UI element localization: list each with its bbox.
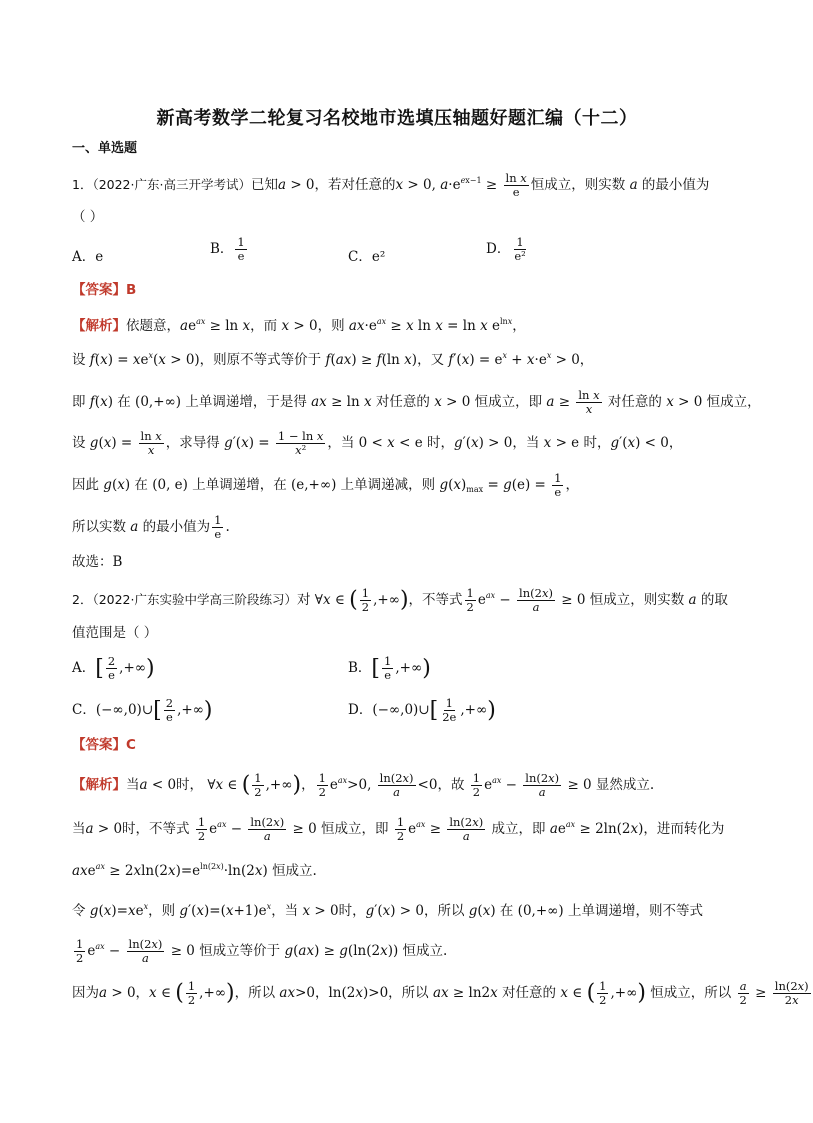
q2-option-a: A．[ $\frac{2}{e}$ ,+∞) bbox=[72, 654, 155, 682]
question-2-stem: 2．（2022·广东实验中学高三阶段练习）对 ∀x ∈ ( $\frac{1}{2}$ ,+∞)，不等式 $\frac{1}{2}$ $e^{ax}$ − $\frac{\ln(2x)}{a}$ ≥ 0 恒成立，则实数 a 的取 bbox=[72, 586, 728, 614]
q1-stem-mid: ，若对任意的 bbox=[314, 177, 396, 193]
q2-analysis-3: $axe^{ax} \ge 2xln(2x)=e^{ln(2x)}\cdot\ln(2x)$ 恒成立. bbox=[72, 862, 317, 879]
q2-option-d: D．(−∞,0)∪[ $\frac{1}{2e}$ ,+∞) bbox=[348, 696, 496, 724]
q1-choice: 故选：B bbox=[72, 554, 123, 570]
q1-source: 1．（2022·广东·高三开学考试） bbox=[72, 177, 251, 192]
q2-option-b: B．[ $\frac{1}{e}$ ,+∞) bbox=[348, 654, 431, 682]
q2-analysis-1: 【解析】当a < 0时， ∀x ∈ ( $\frac{1}{2}$ ,+∞)， $\frac{1}{2}$ $e^{ax}>0$, $\frac{\ln(2x)}{a}$ <0，故 $\frac{1}{2}$ $e^{ax}$ − $\frac{\ln(2x)}{a}$ ≥ 0 显然成立. bbox=[72, 771, 655, 799]
q1-stem-after: 恒成立，则实数 bbox=[530, 177, 626, 193]
section-heading: 一、单选题 bbox=[72, 141, 138, 156]
q1-analysis-5: 因此 g(x) 在 (0, e) 上单调递增，在 (e,+∞) 上单调递减，则 $g(x)_{max} = g(e)$ = $\frac{1}{e}$ ， bbox=[72, 471, 579, 499]
question-1-stem: 1．（2022·广东·高三开学考试）已知a > 0，若对任意的x > 0, $a\cdot e^{ex-1}$ ≥ $\frac{\text{ln x}}{e}$ 恒成立，则实数 a 的最小值为 bbox=[72, 171, 710, 199]
q2-analysis-5: $\frac{1}{2}$ $e^{ax}$ − $\frac{\ln(2x)}{a}$ ≥ 0 恒成立等价于 g(ax) ≥ g(ln(2x)) 恒成立. bbox=[76, 937, 448, 965]
q1-stem-end: 的最小值为 bbox=[641, 177, 710, 193]
question-2-stem-line2: 值范围是（ ） bbox=[72, 625, 158, 641]
q1-analysis-4: 设 g(x) = $\frac{\text{ln x}}{x}$ ，求导得 g′(x) = $\frac{\text{1 − ln x}}{\text{x²}}$ ，当 0 < x < e 时，g′(x) > 0，当 x > e 时，g′(x) < 0， bbox=[72, 429, 683, 457]
q1-analysis-6: 所以实数 a 的最小值为 $\frac{1}{e}$ . bbox=[72, 513, 230, 541]
q2-analysis-6: 因为a > 0，x ∈ ( $\frac{1}{2}$ ,+∞)，所以 ax>0，ln(2x)>0，所以 ax ≥ ln2x 对任意的 x ∈ ( $\frac{1}{2}$ ,+∞) 恒成立，所以 $\frac{a}{2}$ ≥ $\frac{\ln(2x)}{2x}$ bbox=[72, 979, 809, 1007]
question-1-paren: （ ） bbox=[72, 209, 104, 225]
q1-stem-before: 已知 bbox=[250, 177, 278, 193]
q1-answer: 【答案】B bbox=[72, 282, 137, 298]
q1-analysis-2: 设 $f(x) = xe^x(x > 0)$，则原不等式等价于 f(ax) ≥ f(ln x)，又 $f'(x) = e^x + x\cdot e^x > 0$， bbox=[72, 351, 594, 368]
q1-option-c: C．e² bbox=[348, 249, 386, 265]
q2-option-c: C．(−∞,0)∪[ $\frac{2}{e}$ ,+∞) bbox=[72, 696, 213, 724]
q1-option-d: D． $\frac{1}{\text{e²}}$ bbox=[486, 235, 526, 263]
q2-answer: 【答案】C bbox=[72, 737, 136, 753]
q2-analysis-4: 令 $g(x)=xe^x$，则 $g'(x)=(x+1)e^x$，当 x > 0时，g′(x) > 0，所以 g(x) 在 (0,+∞) 上单调递增，则不等式 bbox=[72, 902, 703, 919]
q1-analysis-1: 【解析】依题意，$ae^{ax} \ge \ln x$，而 x > 0，则 $ax\cdot e^{ax} \ge x$ ln x = ln x $e^{lnx}$， bbox=[72, 317, 526, 334]
q1-analysis-3: 即 f(x) 在 (0,+∞) 上单调递增，于是得 ax ≥ ln x 对任意的 x > 0 恒成立，即 a ≥ $\frac{\text{ln x}}{x}$ 对任意的 x > 0 恒成立， bbox=[72, 388, 761, 416]
q1-option-a: A．e bbox=[72, 249, 104, 265]
page-title: 新高考数学二轮复习名校地市选填压轴题好题汇编（十二） bbox=[156, 108, 638, 129]
q1-option-b: B． $\frac{1}{e}$ bbox=[210, 235, 245, 263]
q2-analysis-2: 当a > 0时，不等式 $\frac{1}{2}$ $e^{ax}$ − $\frac{\ln(2x)}{a}$ ≥ 0 恒成立，即 $\frac{1}{2}$ $e^{ax}$ ≥ $\frac{\ln(2x)}{a}$ 成立，即 $ae^{ax} \ge 2\ln(2x)$，进而转化为 bbox=[72, 815, 725, 843]
